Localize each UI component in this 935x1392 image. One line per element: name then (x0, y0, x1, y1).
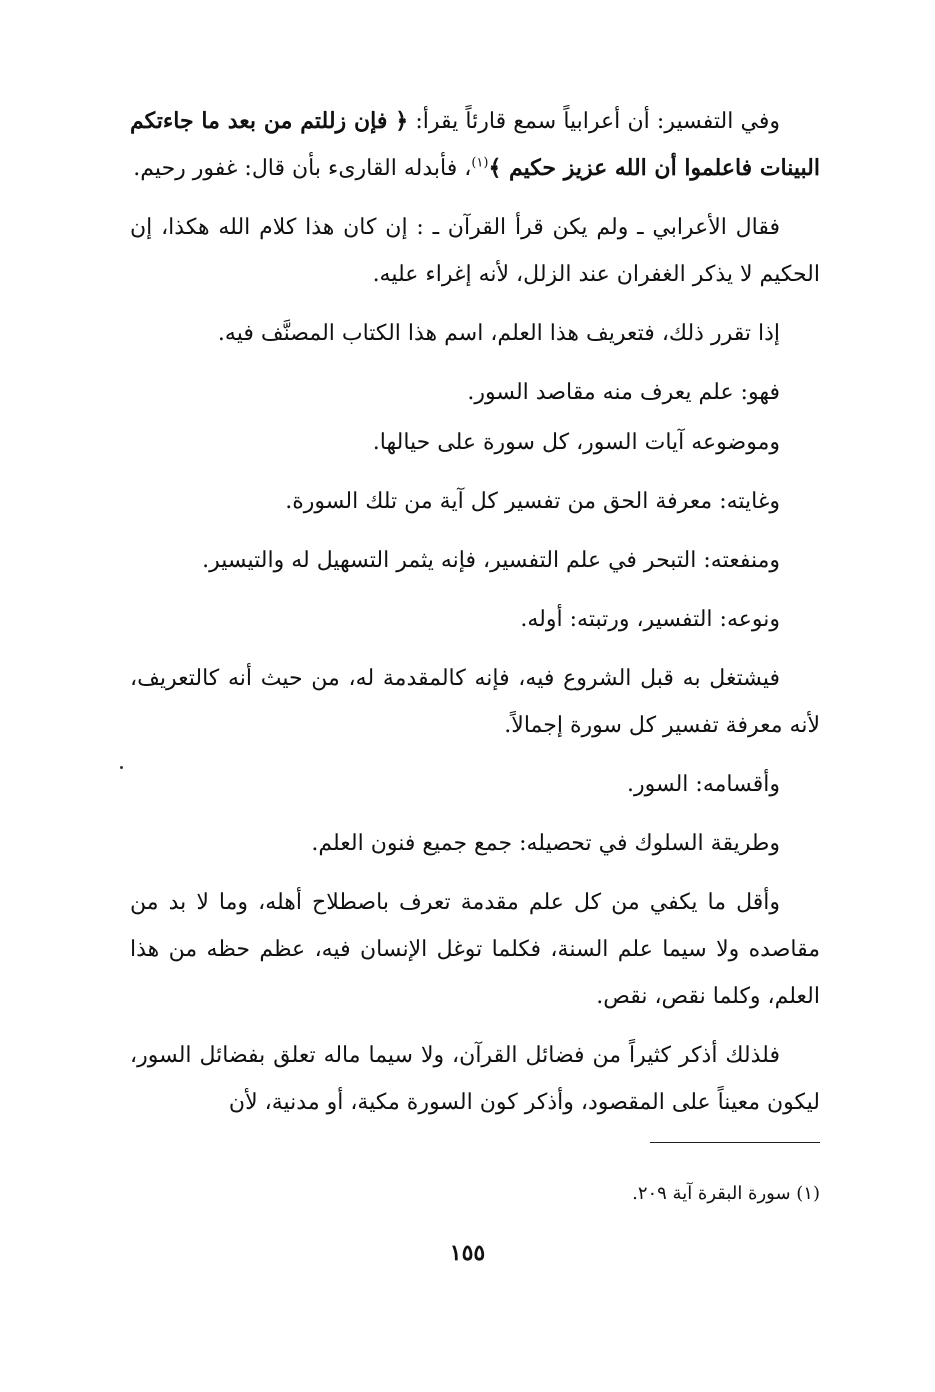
paragraph-type: ونوعه: التفسير، ورتبته: أوله. (520, 607, 780, 632)
print-speck (120, 766, 123, 769)
paragraph-definition: فهو: علم يعرف منه مقاصد السور. (467, 380, 780, 405)
footnote-reference: (١) (471, 155, 489, 171)
paragraph-tafsir-anecdote (130, 98, 820, 192)
main-text (130, 98, 820, 1138)
page-number: ١٥٥ (449, 1240, 486, 1266)
paragraph-minimum: وأقل ما يكفي من كل علم مقدمة تعرف باصطلاح أهله، وما لا بد من مقاصده ولا سيما علم السنة، فكلما توغل الإنسان فيه، عظم حظه من هذا العلم، وكلما نقص، نقص. (130, 890, 820, 1009)
paragraph-text: ، فأبدله القارىء بأن قال: غفور رحيم. (133, 156, 472, 181)
footnote-divider (650, 1142, 820, 1143)
paragraph-divisions: وأقسامه: السور. (627, 772, 780, 797)
quran-open-bracket: ﴿ (395, 108, 409, 134)
paragraph-definition-intro: إذا تقرر ذلك، فتعريف هذا العلم، اسم هذا الكتاب المصنَّف فيه. (217, 321, 780, 346)
paragraph-bedouin-reply: فقال الأعرابي ـ ولم يكن قرأ القرآن ـ : إن كان هذا كلام الله هكذا، إن الحكيم لا يذكر الغفران عند الزلل، لأنه إغراء عليه. (130, 215, 820, 287)
footnote: (١) سورة البقرة آية ٢٠٩. (632, 1183, 820, 1204)
quran-verse: فإن زللتم من بعد ما جاءتكم البينات فاعلموا أن الله عزيز حكيم (130, 108, 820, 181)
paragraph-method: وطريقة السلوك في تحصيله: جمع جميع فنون العلم. (311, 831, 780, 856)
paragraph-goal: وغايته: معرفة الحق من تفسير كل آية من تلك السورة. (285, 489, 780, 514)
paragraph-engagement: فيشتغل به قبل الشروع فيه، فإنه كالمقدمة له، من حيث أنه كالتعريف، لأنه معرفة تفسير كل سورة إجمالاً. (130, 666, 820, 738)
paragraph-virtues: فلذلك أذكر كثيراً من فضائل القرآن، ولا سيما ماله تعلق بفضائل السور، ليكون معيناً على المقصود، وأذكر كون السورة مكية، أو مدنية، لأن (130, 1043, 820, 1115)
paragraph-benefit: ومنفعته: التبحر في علم التفسير، فإنه يثمر التسهيل له والتيسير. (202, 548, 780, 573)
paragraph-subject: وموضوعه آيات السور، كل سورة على حيالها. (372, 430, 780, 455)
quran-close-bracket: ﴾ (488, 155, 502, 181)
paragraph-text: وفي التفسير: أن أعرابياً سمع قارئاً يقرأ: (408, 109, 780, 134)
